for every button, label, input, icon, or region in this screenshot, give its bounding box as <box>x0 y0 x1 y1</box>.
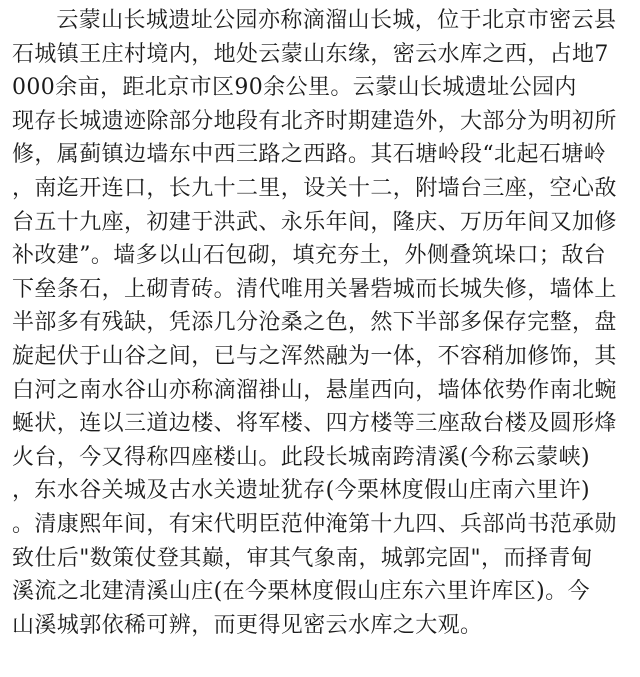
text-line: 火台，今又得称四座楼山。此段长城南跨清溪(今称云蒙峡) <box>12 444 590 470</box>
text-line: 现存长城遗迹除部分地段有北齐时期建造外，大部分为明初所 <box>12 108 617 134</box>
text-line: 下垒条石，上砌青砖。清代唯用关暑砦城而长城失修，墙体上 <box>12 276 617 302</box>
document-body <box>12 4 634 642</box>
text-line: ，东水谷关城及古水关遗址犹存(今栗林度假山庄南六里许) <box>12 478 590 504</box>
text-line: 补改建”。墙多以山石包砌，填充夯土，外侧叠筑垛口；敌台 <box>12 243 607 269</box>
text-line: 石城镇王庄村境内，地处云蒙山东缘，密云水库之西，占地7 <box>12 41 609 67</box>
text-line: ，南迄开连口，长九十二里，设关十二，附墙台三座，空心敌 <box>12 175 617 201</box>
text-line: 旋起伏于山谷之间，已与之浑然融为一体，不容稍加修饰，其 <box>12 343 617 369</box>
text-line: 致仕后"数策仗登其巅，审其气象南，城郭完固"，而择青甸 <box>12 545 594 571</box>
text-line: 蜒状，连以三道边楼、将军楼、四方楼等三座敌台楼及圆形烽 <box>12 411 617 437</box>
text-line: 白河之南水谷山亦称滴溜褂山，悬崖西向，墙体依势作南北蜿 <box>12 377 617 403</box>
text-line: 半部多有残缺，凭添几分沧桑之色，然下半部多保存完整，盘 <box>12 310 617 336</box>
text-line: 000余亩，距北京市区90余公里。云蒙山长城遗址公园内 <box>12 75 577 101</box>
text-line: 修，属蓟镇边墙东中西三路之西路。其石塘岭段“北起石塘岭 <box>12 142 607 168</box>
text-line: 山溪城郭依稀可辨，而更得见密云水库之大观。 <box>12 612 483 638</box>
text-line: 云蒙山长城遗址公园亦称滴溜山长城，位于北京市密云县 <box>12 8 617 33</box>
text-line: 台五十九座，初建于洪武、永乐年间，隆庆、万历年间又加修 <box>12 209 617 235</box>
text-line: 溪流之北建清溪山庄(在今栗林度假山庄东六里许库区)。今 <box>12 579 590 605</box>
text-line: 。清康熙年间，有宋代明臣范仲淹第十九四、兵部尚书范承勋 <box>12 511 617 537</box>
